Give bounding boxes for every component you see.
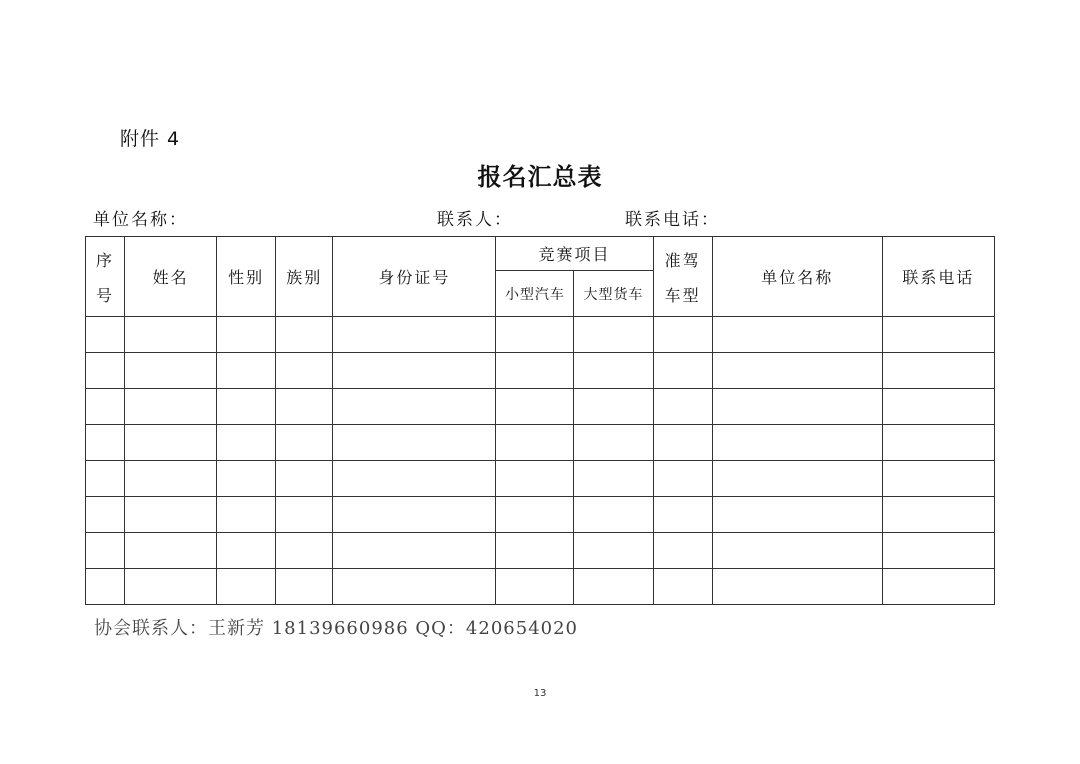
unit-name-field-label: 单位名称： bbox=[93, 210, 188, 230]
table-cell[interactable] bbox=[333, 497, 496, 533]
table-cell[interactable] bbox=[574, 317, 653, 353]
table-cell[interactable] bbox=[496, 353, 574, 389]
registration-table bbox=[85, 236, 995, 605]
header-license-top: 准驾 bbox=[664, 250, 701, 270]
table-cell[interactable] bbox=[333, 569, 496, 605]
header-unit-name: 单位名称 bbox=[712, 237, 882, 317]
table-cell[interactable] bbox=[86, 533, 125, 569]
table-row bbox=[86, 569, 995, 605]
table-cell[interactable] bbox=[125, 425, 217, 461]
header-name: 姓名 bbox=[125, 237, 217, 317]
table-cell[interactable] bbox=[125, 389, 217, 425]
table-row bbox=[86, 425, 995, 461]
header-serial bbox=[86, 237, 125, 317]
table-cell[interactable] bbox=[217, 389, 276, 425]
table-cell[interactable] bbox=[86, 569, 125, 605]
table-cell[interactable] bbox=[574, 353, 653, 389]
page-title: 报名汇总表 bbox=[477, 163, 603, 191]
table-cell[interactable] bbox=[882, 389, 994, 425]
table-cell[interactable] bbox=[712, 425, 882, 461]
header-serial-bottom: 号 bbox=[96, 285, 115, 305]
table-cell[interactable] bbox=[882, 425, 994, 461]
table-cell[interactable] bbox=[276, 569, 333, 605]
header-competition: 竞赛项目 bbox=[496, 237, 653, 271]
table-cell[interactable] bbox=[217, 533, 276, 569]
table-cell[interactable] bbox=[333, 353, 496, 389]
header-large-truck: 大型货车 bbox=[574, 271, 653, 317]
table-cell[interactable] bbox=[276, 389, 333, 425]
table-cell[interactable] bbox=[333, 425, 496, 461]
table-cell[interactable] bbox=[712, 317, 882, 353]
contact-phone-field-label: 联系电话： bbox=[625, 210, 720, 230]
table-cell[interactable] bbox=[125, 497, 217, 533]
table-cell[interactable] bbox=[574, 569, 653, 605]
table-cell[interactable] bbox=[496, 569, 574, 605]
header-id-number: 身份证号 bbox=[333, 237, 496, 317]
table-cell[interactable] bbox=[653, 353, 712, 389]
table-cell[interactable] bbox=[712, 497, 882, 533]
table-cell[interactable] bbox=[125, 569, 217, 605]
table-cell[interactable] bbox=[653, 497, 712, 533]
header-license-type bbox=[653, 237, 712, 317]
table-cell[interactable] bbox=[217, 353, 276, 389]
table-cell[interactable] bbox=[217, 461, 276, 497]
table-row bbox=[86, 497, 995, 533]
table-cell[interactable] bbox=[333, 461, 496, 497]
header-ethnicity: 族别 bbox=[276, 237, 333, 317]
table-cell[interactable] bbox=[574, 497, 653, 533]
header-serial-top: 序 bbox=[96, 250, 115, 270]
table-cell[interactable] bbox=[86, 389, 125, 425]
table-cell[interactable] bbox=[882, 317, 994, 353]
table-cell[interactable] bbox=[653, 461, 712, 497]
table-cell[interactable] bbox=[712, 389, 882, 425]
table-cell[interactable] bbox=[712, 353, 882, 389]
table-cell[interactable] bbox=[496, 317, 574, 353]
table-cell[interactable] bbox=[125, 533, 217, 569]
table-cell[interactable] bbox=[86, 425, 125, 461]
table-cell[interactable] bbox=[125, 461, 217, 497]
table-row bbox=[86, 389, 995, 425]
table-cell[interactable] bbox=[653, 389, 712, 425]
table-cell[interactable] bbox=[653, 533, 712, 569]
contact-person-field-label: 联系人： bbox=[437, 210, 513, 230]
table-cell[interactable] bbox=[217, 425, 276, 461]
table-cell[interactable] bbox=[333, 389, 496, 425]
table-cell[interactable] bbox=[125, 317, 217, 353]
header-gender: 性别 bbox=[217, 237, 276, 317]
table-cell[interactable] bbox=[574, 533, 653, 569]
table-cell[interactable] bbox=[276, 461, 333, 497]
table-cell[interactable] bbox=[217, 497, 276, 533]
header-row bbox=[86, 237, 995, 271]
table-cell[interactable] bbox=[86, 497, 125, 533]
table-cell[interactable] bbox=[125, 353, 217, 389]
table-cell[interactable] bbox=[882, 461, 994, 497]
table-cell[interactable] bbox=[276, 425, 333, 461]
table-cell[interactable] bbox=[496, 461, 574, 497]
table-row bbox=[86, 533, 995, 569]
table-cell[interactable] bbox=[276, 533, 333, 569]
header-phone: 联系电话 bbox=[882, 237, 994, 317]
table-cell[interactable] bbox=[333, 533, 496, 569]
table-cell[interactable] bbox=[496, 533, 574, 569]
table-cell[interactable] bbox=[276, 497, 333, 533]
table-cell[interactable] bbox=[653, 425, 712, 461]
header-small-car: 小型汽车 bbox=[496, 271, 574, 317]
table-cell[interactable] bbox=[712, 461, 882, 497]
table-cell[interactable] bbox=[496, 497, 574, 533]
table-cell[interactable] bbox=[496, 425, 574, 461]
table-cell[interactable] bbox=[574, 425, 653, 461]
table-cell[interactable] bbox=[653, 569, 712, 605]
attachment-label: 附件 4 bbox=[120, 128, 181, 150]
association-contact-note: 协会联系人：王新芳 18139660986 QQ：420654020 bbox=[94, 618, 578, 639]
table-cell[interactable] bbox=[333, 317, 496, 353]
table-cell[interactable] bbox=[217, 569, 276, 605]
table-cell[interactable] bbox=[712, 533, 882, 569]
table-cell[interactable] bbox=[276, 353, 333, 389]
page-number: 13 bbox=[533, 688, 547, 699]
table-cell[interactable] bbox=[882, 533, 994, 569]
table-cell[interactable] bbox=[574, 389, 653, 425]
header-license-bottom: 车型 bbox=[664, 285, 701, 305]
table-cell[interactable] bbox=[882, 569, 994, 605]
table-cell[interactable] bbox=[712, 569, 882, 605]
table-row bbox=[86, 317, 995, 353]
table-cell[interactable] bbox=[496, 389, 574, 425]
table-cell[interactable] bbox=[574, 461, 653, 497]
table-cell[interactable] bbox=[653, 317, 712, 353]
table-cell[interactable] bbox=[86, 461, 125, 497]
table-row bbox=[86, 353, 995, 389]
table-cell[interactable] bbox=[882, 353, 994, 389]
table-cell[interactable] bbox=[86, 353, 125, 389]
table-cell[interactable] bbox=[276, 317, 333, 353]
table-cell[interactable] bbox=[217, 317, 276, 353]
table-cell[interactable] bbox=[86, 317, 125, 353]
table-cell[interactable] bbox=[882, 497, 994, 533]
table-row bbox=[86, 461, 995, 497]
